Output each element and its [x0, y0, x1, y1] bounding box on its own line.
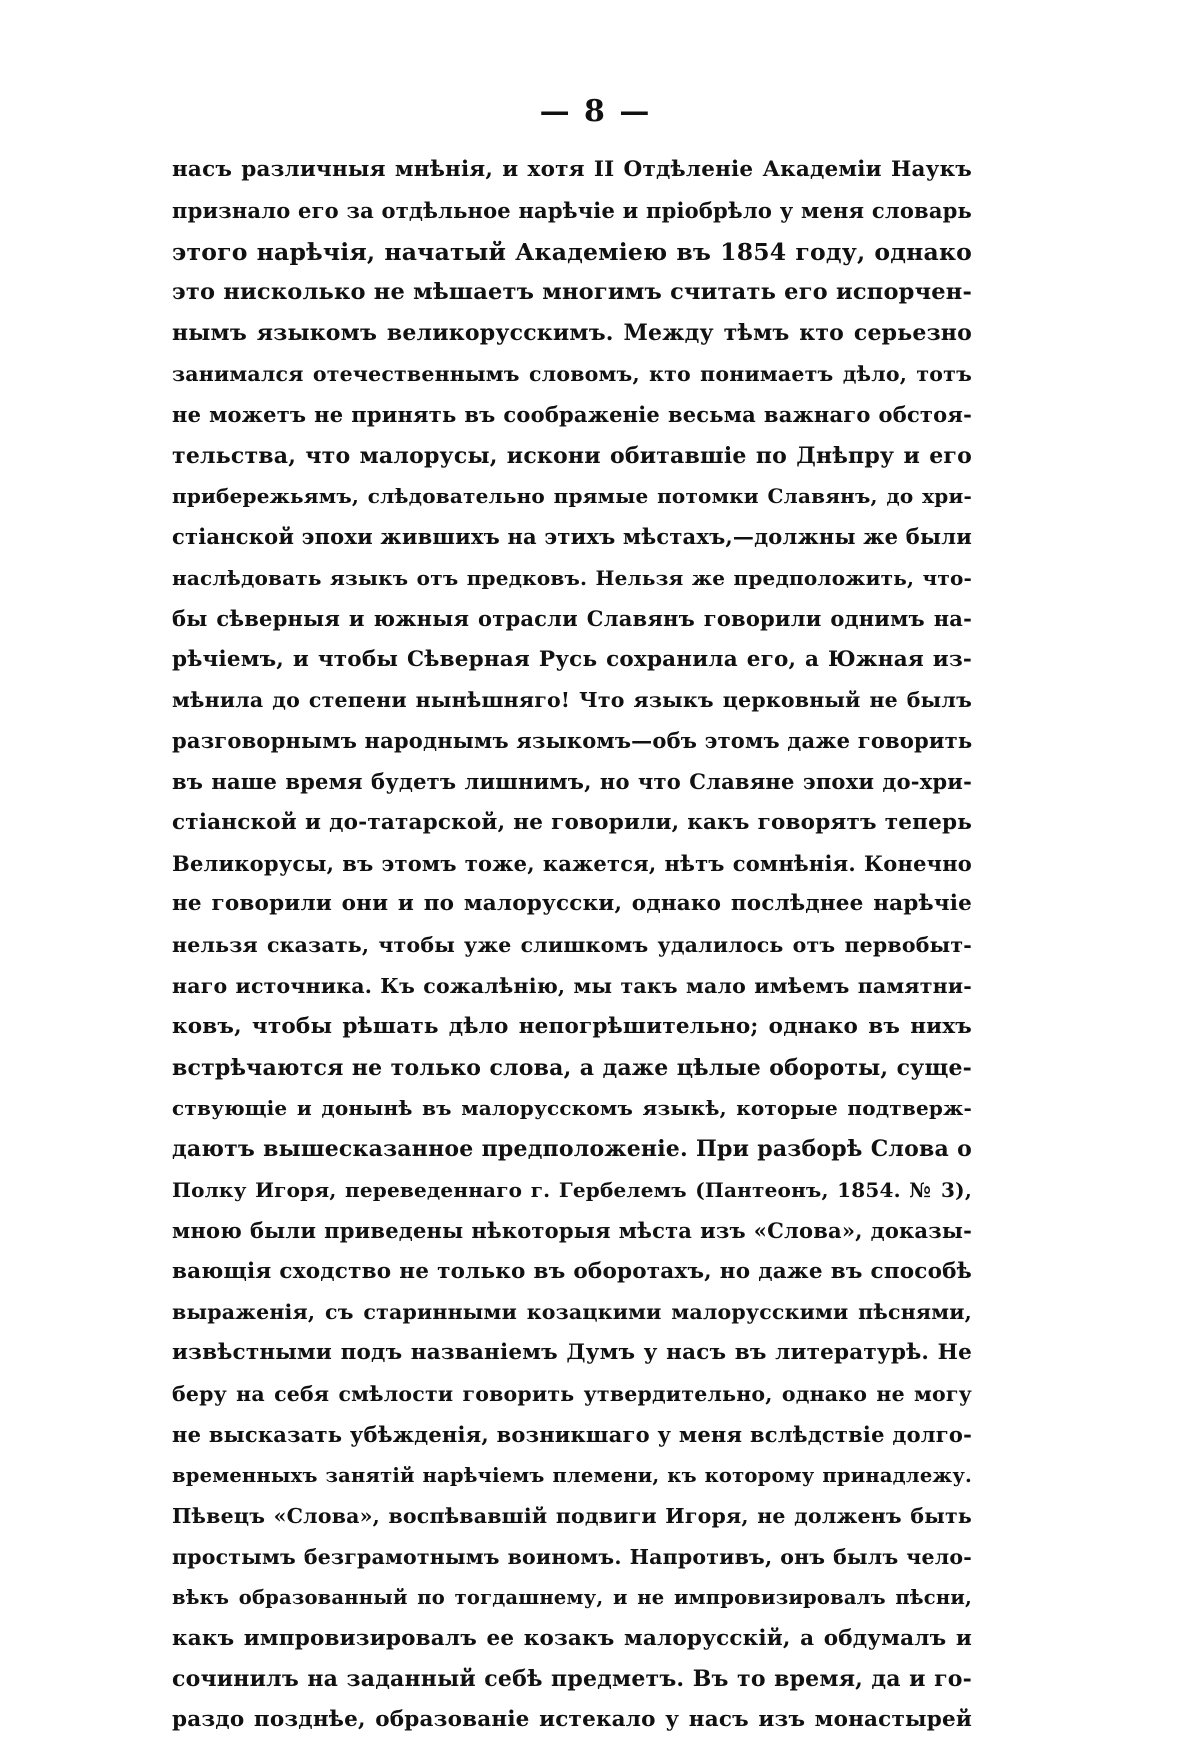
- text-line: наслѣдовать языкъ отъ предковъ. Нельзя же предположить, что-: [172, 565, 972, 590]
- text-line: бы сѣверныя и южныя отрасли Славянъ говорили однимъ на-: [172, 605, 972, 631]
- text-line: беру на себя смѣлости говорить утвердительно, однако не могу: [172, 1381, 972, 1406]
- page-number: — 8 —: [539, 94, 652, 129]
- text-line: тельства, что малорусы, искони обитавшіе по Днѣпру и его: [172, 442, 972, 469]
- text-line: наго источника. Къ сожалѣнію, мы такъ мало имѣемъ памятни-: [172, 973, 972, 998]
- text-line: разговорнымъ народнымъ языкомъ—объ этомъ даже говорить: [172, 728, 973, 754]
- text-line: сочинилъ на заданный себѣ предметъ. Въ то время, да и го-: [172, 1666, 972, 1693]
- text-line: вающія сходство не только въ оборотахъ, но даже въ способѣ: [172, 1258, 972, 1284]
- text-line: не говорили они и по малорусски, однако послѣднее нарѣчіе: [172, 891, 972, 917]
- text-line: ковъ, чтобы рѣшать дѣло непогрѣшительно; однако въ нихъ: [172, 1013, 972, 1039]
- text-line: этого нарѣчія, начатый Академіею въ 1854 году, однако: [172, 237, 972, 266]
- text-line: мною были приведены нѣкоторыя мѣста изъ «Слова», доказы-: [172, 1217, 972, 1243]
- text-line: это нисколько не мѣшаетъ многимъ считать его испорчен-: [172, 279, 972, 306]
- text-line: мѣнила до степени нынѣшняго! Что языкъ церковный не былъ: [172, 688, 972, 713]
- text-line: Полку Игоря, переведеннаго г. Гербелемъ (Пантеонъ, 1854. № 3),: [172, 1177, 972, 1202]
- text-line: какъ импровизировалъ ее козакъ малорусскій, а обдумалъ и: [172, 1625, 972, 1651]
- text-line: нымъ языкомъ великорусскимъ. Между тѣмъ кто серьезно: [172, 320, 972, 347]
- text-line: извѣстными подъ названіемъ Думъ у насъ въ литературѣ. Не: [172, 1340, 972, 1366]
- text-line: выраженія, съ старинными козацкими малорусскими пѣснями,: [172, 1300, 972, 1325]
- text-line: въ наше время будетъ лишнимъ, но что Славяне эпохи до-хри-: [172, 768, 972, 794]
- text-line: не можетъ не принять въ соображеніе весьма важнаго обстоя-: [172, 401, 972, 427]
- text-line: занимался отечественнымъ словомъ, кто понимаетъ дѣло, тотъ: [172, 361, 972, 386]
- text-line: встрѣчаются не только слова, а даже цѣлые обороты, суще-: [172, 1054, 972, 1081]
- text-line: признало его за отдѣльное нарѣчіе и пріобрѣло у меня словарь: [172, 197, 972, 223]
- text-line: нельзя сказать, чтобы уже слишкомъ удалилось отъ первобыт-: [172, 933, 972, 958]
- text-line: не высказать убѣжденія, возникшаго у меня вслѣдствіе долго-: [172, 1421, 972, 1447]
- text-line: стіанской эпохи жившихъ на этихъ мѣстахъ,—должны же были: [172, 524, 972, 550]
- text-line: рѣчіемъ, и чтобы Сѣверная Русь сохранила его, а Южная из-: [172, 646, 972, 672]
- text-line: простымъ безграмотнымъ воиномъ. Напротивъ, онъ былъ чело-: [172, 1545, 972, 1570]
- body-text: [172, 150, 972, 1741]
- text-line: ствующіе и донынѣ въ малорусскомъ языкѣ, которые подтверж-: [172, 1096, 972, 1121]
- text-line: стіанской и до-татарской, не говорили, какъ говорятъ теперь: [172, 809, 972, 835]
- text-line: временныхъ занятій нарѣчіемъ племени, къ которому принадлежу.: [172, 1463, 972, 1487]
- text-line: раздо позднѣе, образованіе истекало у насъ изъ монастырей: [172, 1707, 972, 1733]
- text-line: Пѣвецъ «Слова», воспѣвавшій подвиги Игоря, не долженъ быть: [172, 1504, 972, 1529]
- text-line: Великорусы, въ этомъ тоже, кажется, нѣтъ сомнѣнія. Конечно: [172, 850, 972, 876]
- text-line: насъ различныя мнѣнія, и хотя II Отдѣленіе Академіи Наукъ: [172, 157, 972, 182]
- text-line: прибережьямъ, слѣдовательно прямые потомки Славянъ, до хри-: [172, 484, 972, 509]
- text-line: даютъ вышесказанное предположеніе. При разборѣ Слова о: [172, 1136, 972, 1163]
- text-line: вѣкъ образованный по тогдашнему, и не импровизировалъ пѣсни,: [172, 1585, 972, 1609]
